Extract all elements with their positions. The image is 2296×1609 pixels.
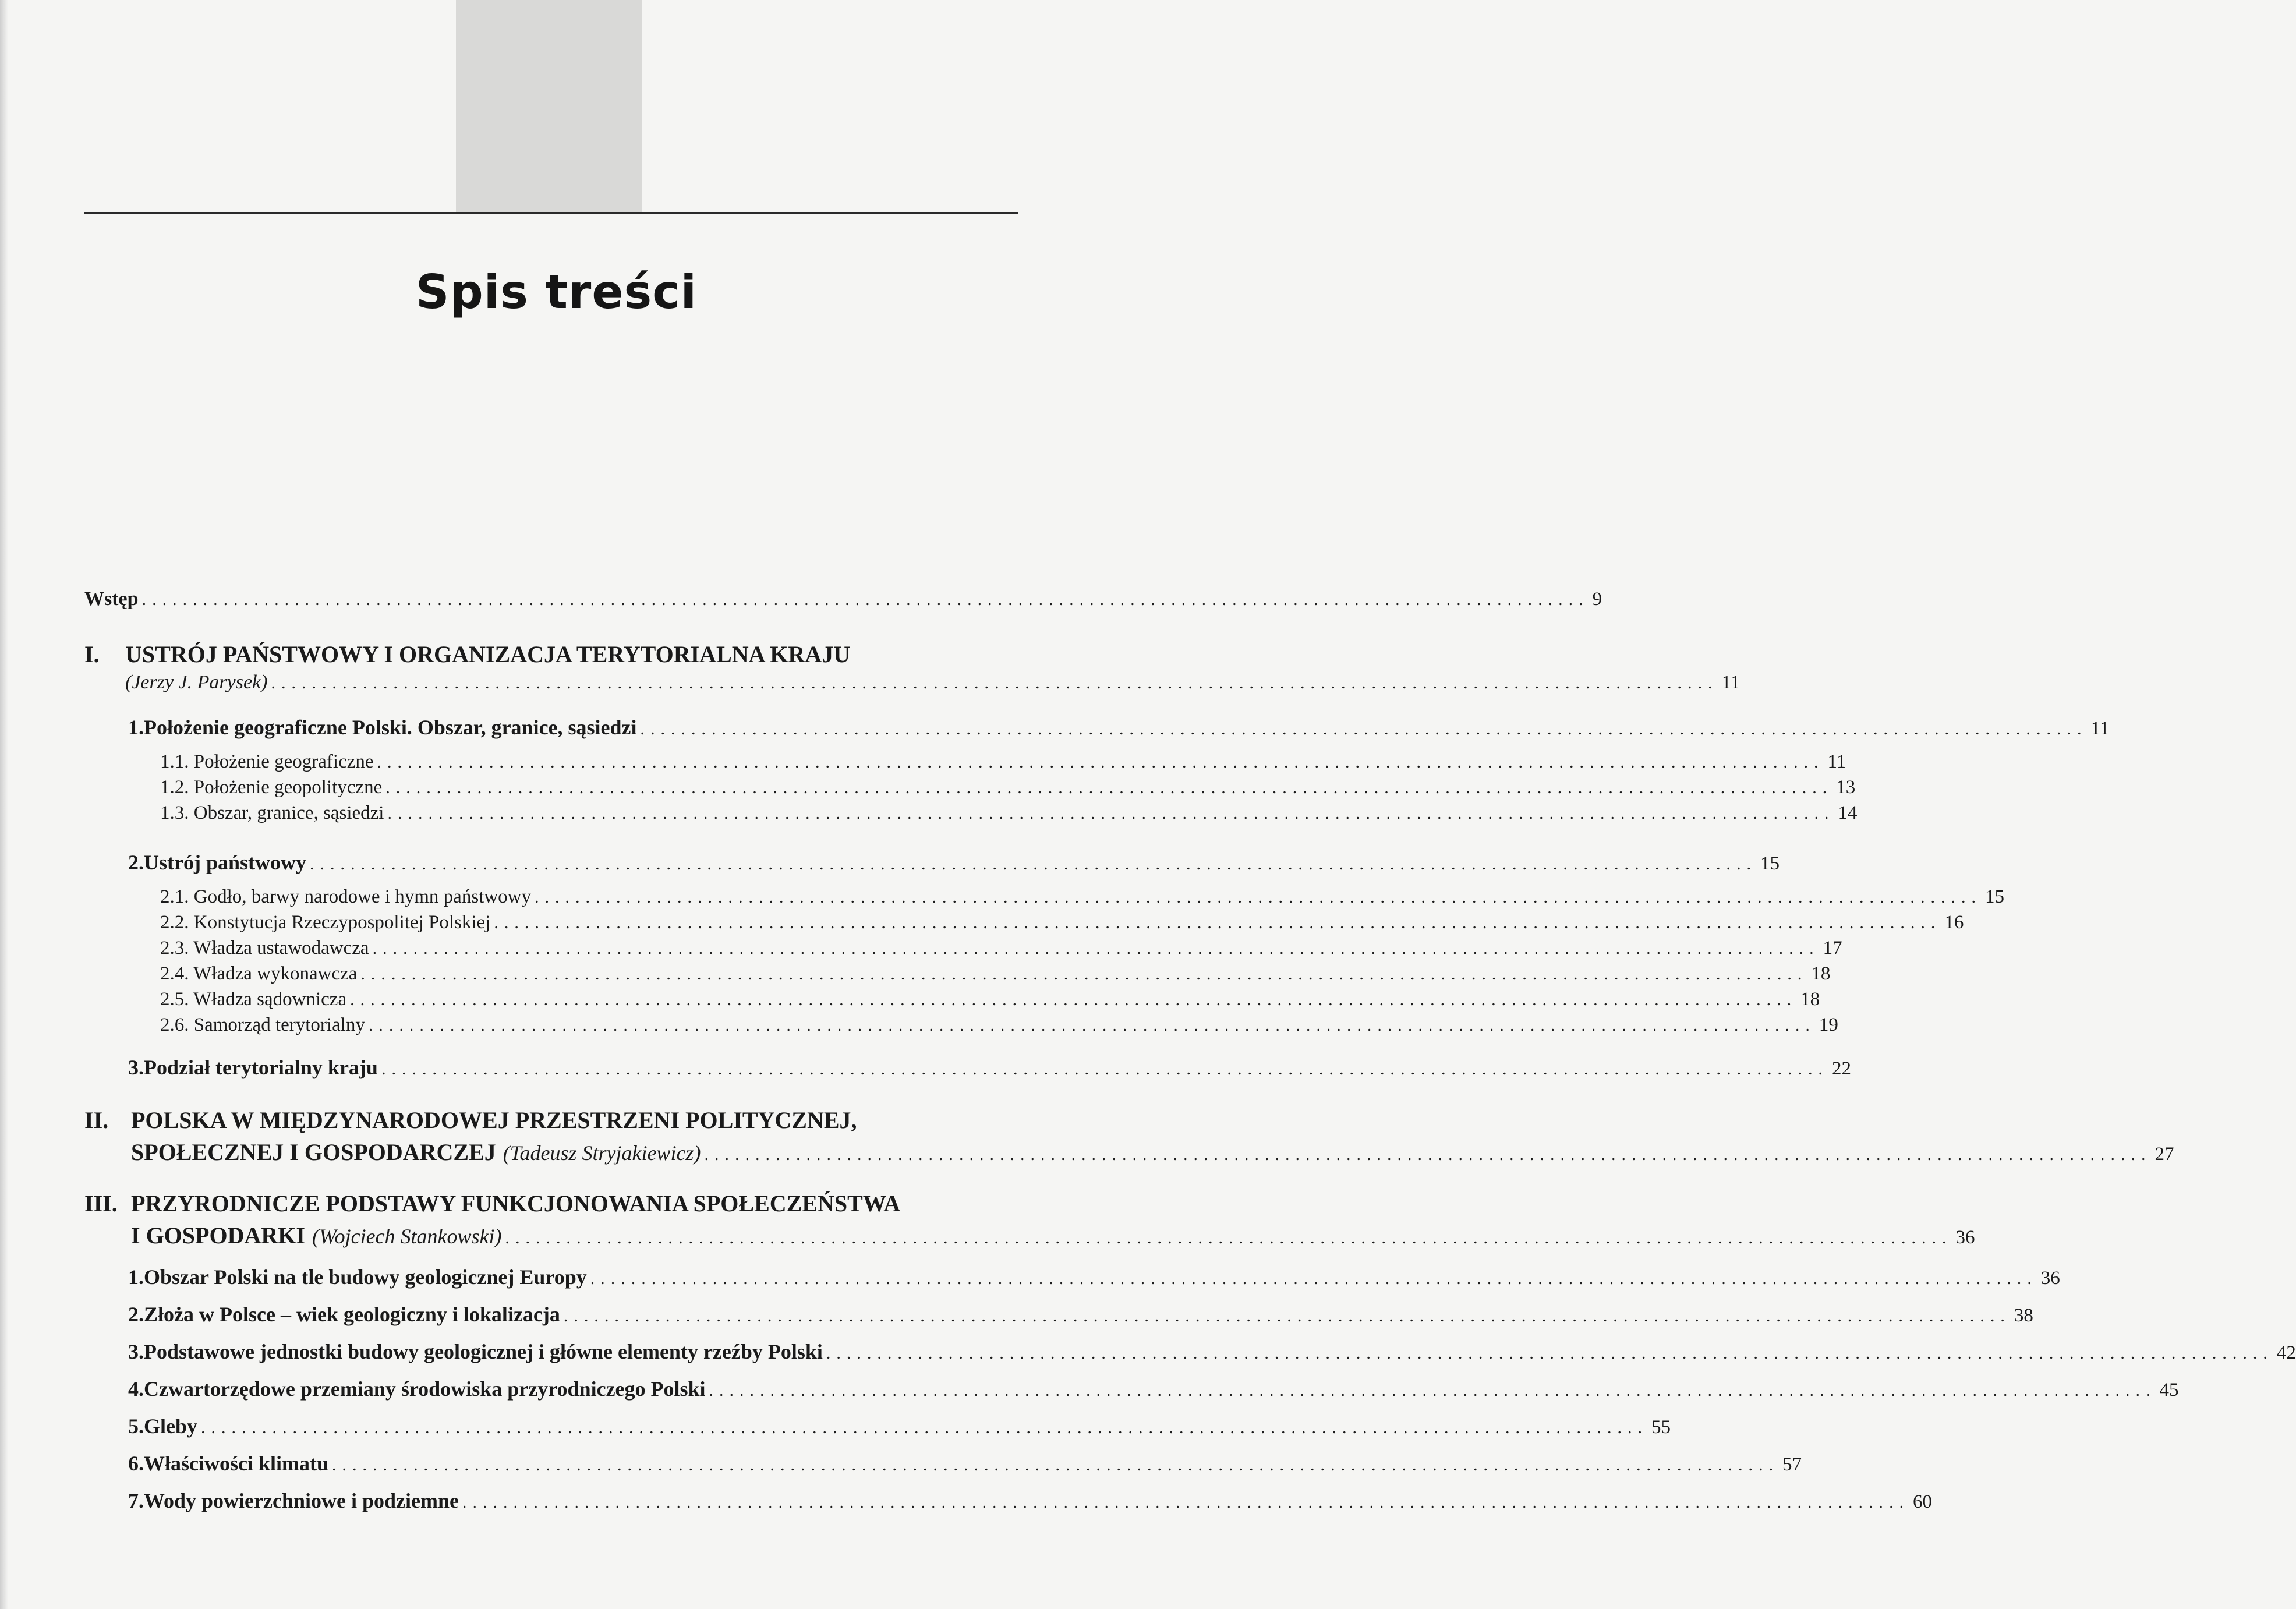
toc-page-number: 18 [1811, 963, 1831, 984]
toc-page-number: 60 [1912, 1491, 1932, 1512]
chapter-heading-2[interactable] [84, 1106, 1018, 1134]
dot-leader: .............................................................................................................................................. [201, 1418, 1648, 1437]
chapter-numeral: III. [84, 1190, 118, 1217]
subsection-label: 2.1. Godło, barwy narodowe i hymn państwowy [160, 886, 531, 907]
chapter-title: USTRÓJ PAŃSTWOWY I ORGANIZACJA TERYTORIALNA KRAJU [125, 641, 851, 667]
toc-entry-intro[interactable] [84, 588, 1602, 610]
subsection-label: 1.2. Położenie geopolityczne [160, 777, 383, 798]
section-label: Ustrój państwowy [144, 851, 306, 874]
section-entry[interactable] [128, 1377, 2179, 1401]
dot-leader: .............................................................................................................................................. [535, 887, 1982, 907]
dot-leader: .............................................................................................................................................. [368, 1016, 1816, 1035]
section-entry[interactable] [128, 1302, 2033, 1327]
chapter-author: (Tadeusz Stryjakiewicz) [503, 1141, 701, 1165]
dot-leader: .............................................................................................................................................. [385, 778, 1833, 797]
section-number: 3. [128, 1056, 144, 1079]
section-label: Gleby [144, 1414, 198, 1438]
toc-page-number: 14 [1838, 802, 1858, 823]
section-label: Obszar Polski na tle budowy geologicznej Europy [144, 1265, 587, 1289]
section-number: 4. [128, 1377, 144, 1401]
dot-leader: .............................................................................................................................................. [377, 752, 1824, 772]
subsection-entry[interactable] [160, 777, 1856, 798]
chapter-heading-1[interactable] [84, 641, 1018, 668]
chapter-title-line2-row[interactable] [131, 1138, 2174, 1166]
dot-leader: .............................................................................................................................................. [381, 1059, 1828, 1078]
section-number: 6. [128, 1452, 144, 1475]
dot-leader: .............................................................................................................................................. [387, 804, 1835, 823]
section-label: Czwartorzędowe przemiany środowiska przyrodniczego Polski [144, 1377, 706, 1401]
chapter-author: (Jerzy J. Parysek) [125, 671, 268, 693]
subsection-entry[interactable] [160, 989, 1820, 1010]
section-entry[interactable] [128, 1414, 1671, 1438]
dot-leader: .............................................................................................................................................. [350, 990, 1798, 1009]
toc-page-number: 18 [1800, 989, 1820, 1010]
dot-leader: .............................................................................................................................................. [563, 1306, 2011, 1325]
dot-leader: .............................................................................................................................................. [826, 1343, 2273, 1363]
section-entry[interactable] [128, 1265, 2060, 1289]
chapter-title-line2: I GOSPODARKI [131, 1222, 305, 1249]
toc-page-number: 42 [2276, 1342, 2296, 1363]
section-number: 2. [128, 851, 144, 874]
section-label: Położenie geograficzne Polski. Obszar, granice, sąsiedzi [144, 716, 637, 739]
toc-page-number: 11 [1827, 751, 1846, 772]
dot-leader: .............................................................................................................................................. [332, 1455, 1780, 1474]
toc-page-number: 36 [1955, 1227, 1975, 1248]
subsection-label: 2.4. Władza wykonawcza [160, 963, 358, 984]
section-entry[interactable] [128, 1488, 1932, 1513]
dot-leader: .............................................................................................................................................. [310, 854, 1757, 874]
toc-page-number: 17 [1823, 938, 1842, 959]
chapter-numeral: II. [84, 1107, 109, 1133]
section-number: 1. [128, 1265, 144, 1289]
subsection-entry[interactable] [160, 912, 1964, 933]
subsection-label: 2.2. Konstytucja Rzeczypospolitej Polskiej [160, 912, 491, 933]
toc-page-number: 22 [1831, 1058, 1851, 1079]
chapter-title-line2: SPOŁECZNEJ I GOSPODARCZEJ [131, 1139, 496, 1165]
dot-leader: .............................................................................................................................................. [704, 1145, 2152, 1164]
section-entry[interactable] [128, 850, 1780, 875]
toc-page-number: 15 [1985, 886, 2004, 907]
subsection-label: 2.6. Samorząd terytorialny [160, 1014, 365, 1035]
subsection-entry[interactable] [160, 802, 1858, 824]
chapter-author: (Wojciech Stankowski) [312, 1225, 502, 1248]
chapter-title-line1: POLSKA W MIĘDZYNARODOWEJ PRZESTRZENI POLITYCZNEJ, [131, 1107, 857, 1133]
dot-leader: .............................................................................................................................................. [494, 913, 1941, 932]
toc-page-number: 15 [1760, 853, 1780, 874]
section-entry[interactable] [128, 1451, 1802, 1476]
section-number: 5. [128, 1414, 144, 1438]
subsection-entry[interactable] [160, 938, 1842, 959]
section-entry[interactable] [128, 1339, 2296, 1364]
subsection-label: 1.3. Obszar, granice, sąsiedzi [160, 802, 384, 823]
section-number: 7. [128, 1489, 144, 1512]
dot-leader: .............................................................................................................................................. [640, 719, 2088, 738]
subsection-entry[interactable] [160, 886, 2004, 908]
toc-page-number: 19 [1819, 1014, 1838, 1035]
dot-leader: .............................................................................................................................................. [709, 1381, 2156, 1400]
subsection-label: 2.3. Władza ustawodawcza [160, 938, 369, 959]
subsection-entry[interactable] [160, 963, 1831, 985]
toc-page-number: 57 [1782, 1454, 1802, 1475]
dot-leader: .............................................................................................................................................. [590, 1269, 2037, 1288]
toc-page-number: 11 [1721, 672, 1740, 693]
chapter-title-line2-row[interactable] [131, 1222, 1975, 1249]
toc-page-number: 27 [2155, 1144, 2174, 1165]
toc-page-number: 9 [1592, 589, 1602, 610]
toc-page-number: 13 [1836, 777, 1856, 798]
subsection-entry[interactable] [160, 1014, 1838, 1036]
section-label: Podział terytorialny kraju [144, 1056, 378, 1079]
subsection-label: 1.1. Położenie geograficzne [160, 751, 374, 772]
section-entry[interactable] [128, 1055, 1851, 1080]
toc-page-number: 16 [1944, 912, 1964, 933]
section-entry[interactable] [128, 715, 2110, 740]
toc-page-number: 36 [2040, 1268, 2060, 1289]
section-number: 3. [128, 1340, 144, 1363]
section-label: Właściwości klimatu [144, 1452, 329, 1475]
section-label: Wody powierzchniowe i podziemne [144, 1489, 459, 1512]
chapter-heading-3[interactable] [84, 1190, 1018, 1217]
toc-page-number: 55 [1651, 1417, 1671, 1438]
page-title: Spis treści [415, 265, 698, 319]
toc-page-number: 38 [2014, 1305, 2033, 1326]
section-label: Podstawowe jednostki budowy geologicznej i główne elementy rzeźby Polski [144, 1340, 823, 1363]
subsection-entry[interactable] [160, 751, 1846, 773]
dot-leader: .............................................................................................................................................. [360, 964, 1808, 984]
dot-leader: .............................................................................................................................................. [141, 590, 1589, 609]
section-label: Złoża w Polsce – wiek geologiczny i lokalizacja [144, 1303, 560, 1326]
toc-page-number: 11 [2090, 718, 2110, 739]
dot-leader: .............................................................................................................................................. [462, 1493, 1909, 1512]
chapter-numeral: I. [84, 641, 100, 667]
dot-leader: .............................................................................................................................................. [271, 673, 1718, 692]
section-number: 1. [128, 716, 144, 739]
dot-leader: .............................................................................................................................................. [372, 939, 1820, 958]
chapter-author-line-1[interactable] [125, 671, 1740, 694]
chapter-title-line1: PRZYRODNICZE PODSTAWY FUNKCJONOWANIA SPOŁECZEŃSTWA [131, 1190, 901, 1217]
toc-entry-label: Wstęp [84, 588, 139, 610]
toc-page-number: 45 [2159, 1380, 2179, 1401]
section-number: 2. [128, 1303, 144, 1326]
subsection-label: 2.5. Władza sądownicza [160, 989, 347, 1010]
dot-leader: .............................................................................................................................................. [505, 1228, 1952, 1247]
